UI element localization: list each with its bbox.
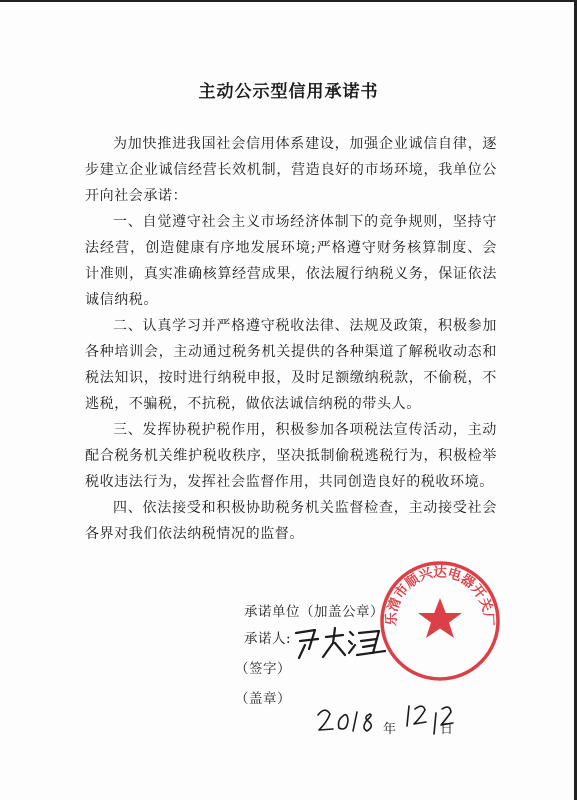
scan-border-top — [0, 0, 577, 2]
clause-4: 四、依法接受和积极协助税务机关监督检查，主动接受社会各界对我们依法纳税情况的监督。 — [85, 500, 497, 542]
document-title: 主动公示型信用承诺书 — [198, 82, 379, 102]
clause-3: 三、发挥协税护税作用，积极参加各项税法宣传活动，主动配合税务机关维护税收秩序，坚决抵制偷税逃税行为，积极检举税收违法行为，发挥社会监督作用，共同创造良好的税收环境。 — [85, 422, 497, 490]
seal-hint: （盖章） — [235, 691, 291, 707]
signature-hint: （签字） — [235, 661, 291, 677]
seal-text: 乐清市顺兴达电器开关厂 — [383, 564, 497, 627]
year-char: 年 — [383, 722, 397, 737]
day-char: 日 — [440, 722, 454, 737]
document-body — [85, 131, 497, 547]
intro-paragraph: 为加快推进我国社会信用体系建设，加强企业诚信自律，逐步建立企业诚信经营长效机制，营造良好的市场环境，我单位公开向社会承诺： — [85, 136, 497, 204]
promising-unit-label: 承诺单位（加盖公章） — [244, 604, 384, 620]
clause-2: 二、认真学习并严格遵守税收法律、法规及政策，积极参加各种培训会，主动通过税务机关提供的各种渠道了解税收动态和税法知识，按时进行纳税申报，及时足额缴纳税款，不偷税，不逃税，不骗税，不抗税，做依法诚信纳税的带头人。 — [85, 318, 497, 412]
company-seal-stamp — [377, 558, 503, 684]
promisor-label: 承诺人: — [244, 631, 292, 647]
handwritten-signature — [293, 623, 388, 663]
clause-1: 一、自觉遵守社会主义市场经济体制下的竞争规则，坚持守法经营，创造健康有序地发展环境;严格遵守财务核算制度、会计准则，真实准确核算经营成果，依法履行纳税义务，保证依法诚信纳税。 — [85, 214, 497, 308]
